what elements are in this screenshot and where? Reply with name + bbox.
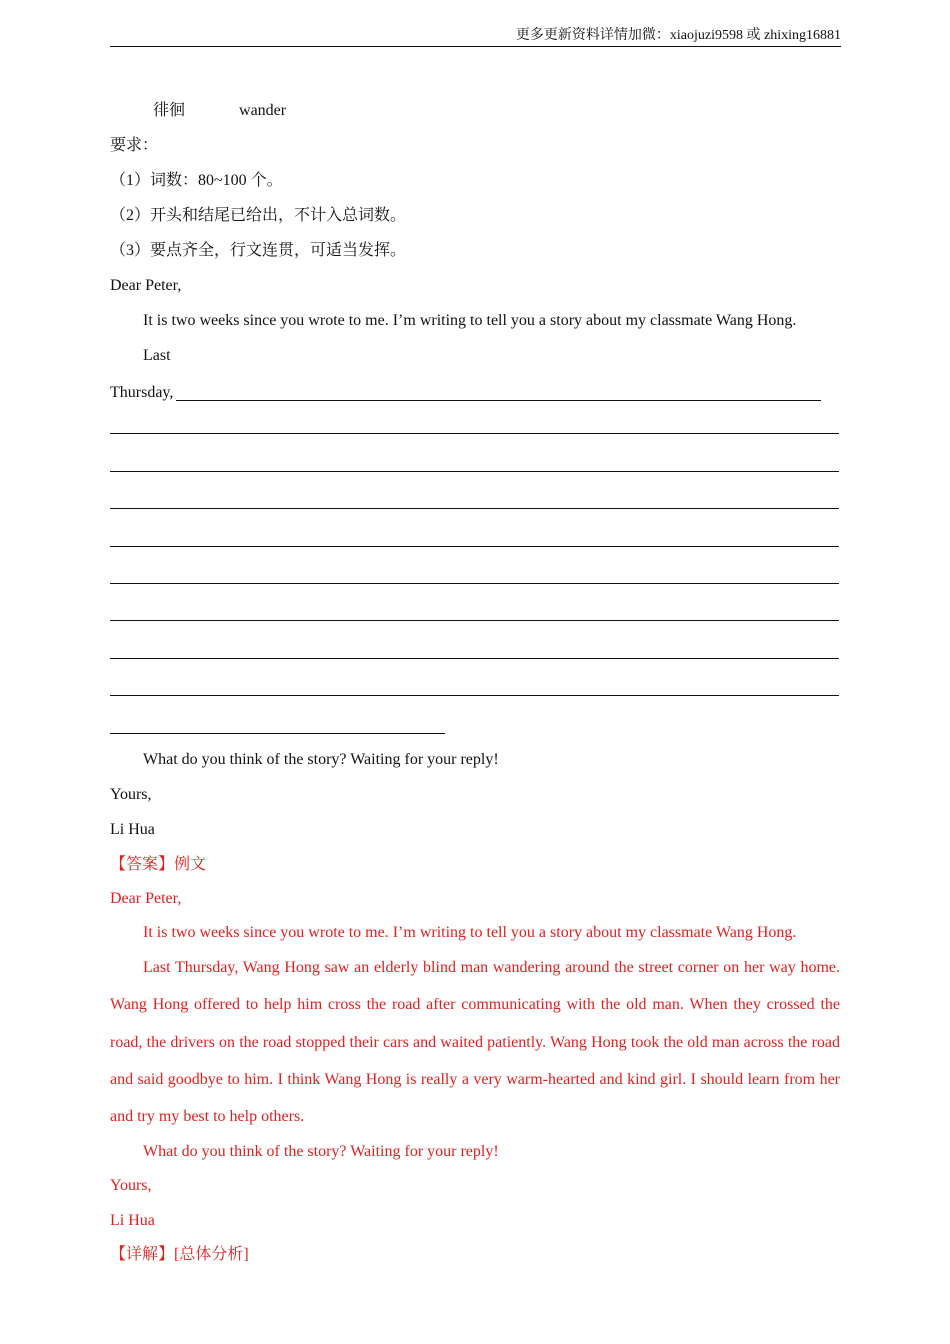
prompt-closing-question: What do you think of the story? Waiting for your reply! (143, 751, 499, 768)
requirements-title: 要求： (110, 137, 159, 154)
writing-line[interactable] (110, 583, 839, 584)
writing-line[interactable] (110, 658, 839, 659)
answer-label: 【答案】例文 (110, 856, 207, 873)
page-header: 更多更新资料详情加微：xiaojuzi9598 或 zhixing16881 (110, 26, 841, 47)
writing-line[interactable] (110, 433, 839, 434)
prompt-greeting: Dear Peter, (110, 277, 182, 294)
writing-line[interactable] (110, 471, 839, 472)
vocab-chinese: 徘徊 (153, 102, 186, 119)
answer-body: Last Thursday, Wang Hong saw an elderly blind man wandering around the street corner on her way home. Wang Hong offered to help him cross the road after communicating with the old man. When they crossed the road, the drivers on the road stopped their cars and waited patiently. Wang Hong took the old man across the road and said goodbye to him. I think Wang Hong is really a very warm-hearted and kind girl. I should learn from her and try my best to help others. (110, 959, 840, 1126)
prompt-intro: It is two weeks since you wrote to me. I’m writing to tell you a story about my classmate Wang Hong. (143, 312, 797, 329)
writing-line[interactable] (176, 400, 821, 401)
writing-line[interactable] (110, 620, 839, 621)
answer-greeting: Dear Peter, (110, 890, 182, 907)
answer-yours: Yours, (110, 1177, 152, 1194)
writing-line[interactable] (110, 546, 839, 547)
writing-line[interactable] (110, 695, 839, 696)
vocab-english: wander (239, 102, 287, 119)
answer-closing-question: What do you think of the story? Waiting for your reply! (143, 1143, 499, 1160)
answer-signature: Li Hua (110, 1212, 155, 1229)
writing-line[interactable] (110, 733, 445, 734)
writing-line[interactable] (110, 508, 839, 509)
prompt-thursday: Thursday, (110, 384, 174, 401)
prompt-yours: Yours, (110, 786, 152, 803)
requirement-2: （2）开头和结尾已给出，不计入总词数。 (110, 207, 407, 224)
answer-intro: It is two weeks since you wrote to me. I’m writing to tell you a story about my classmate Wang Hong. (143, 924, 797, 941)
prompt-last: Last (143, 347, 171, 364)
vocab-row (153, 100, 286, 122)
analysis-label: 【详解】[总体分析] (110, 1246, 249, 1263)
prompt-signature: Li Hua (110, 821, 155, 838)
requirement-1: （1）词数：80~100 个。 (110, 172, 283, 189)
requirement-3: （3）要点齐全，行文连贯，可适当发挥。 (110, 242, 407, 259)
